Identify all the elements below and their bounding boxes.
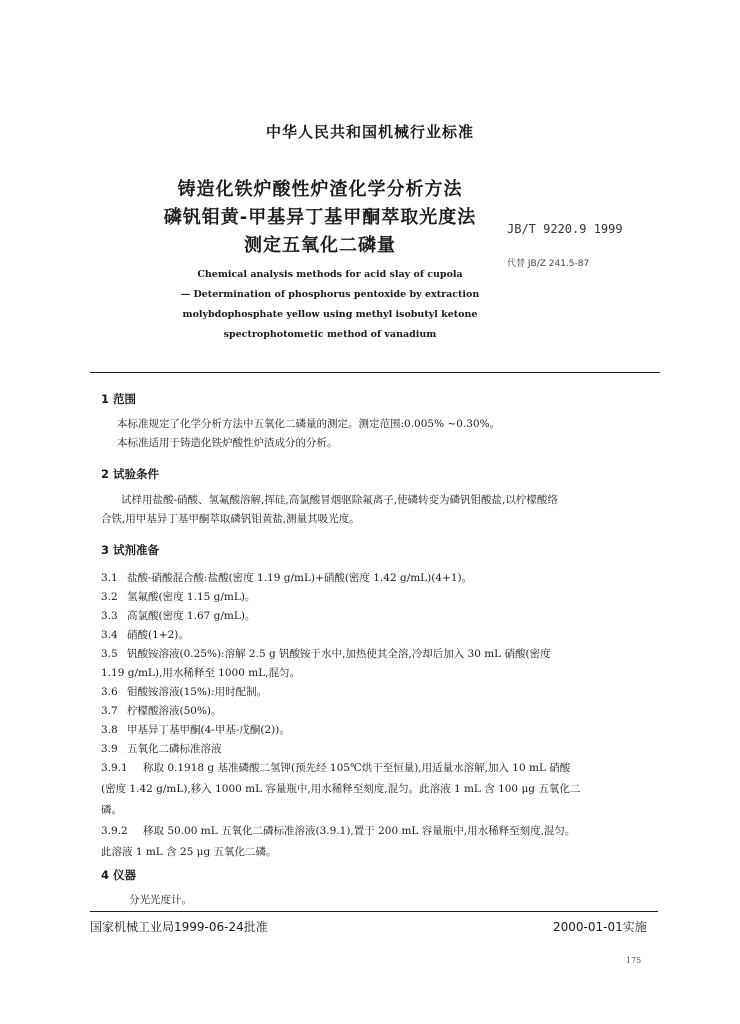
approval-date: 国家机械工业局1999-06-24批准 xyxy=(90,920,268,934)
replaces-note: 代替 JB/Z 241.5-87 xyxy=(507,259,590,269)
section-4-heading: 4 仪器 xyxy=(101,868,137,882)
sub-item-continuation: 此溶液 1 mL 含 25 μg 五氧化二磷。 xyxy=(101,846,277,858)
standard-category-header: 中华人民共和国机械行业标准 xyxy=(265,123,474,141)
list-item: 3.8 甲基异丁基甲酮(4-甲基-戊酮(2))。 xyxy=(101,724,290,736)
section-1-line-2: 本标准适用于铸造化铁炉酸性炉渣成分的分析。 xyxy=(117,437,338,449)
section-2-line-1: 试样用盐酸-硝酸、氢氟酸溶解,挥硅,高氯酸冒烟驱除氟离子,使磷转变为磷钒钼酸盐,以柠檬酸络 xyxy=(121,494,558,506)
title-line-2: 磷钒钼黄-甲基异丁基甲酮萃取光度法 xyxy=(163,207,477,228)
section-1-paragraph xyxy=(117,415,657,453)
section-3-subitems xyxy=(101,758,657,863)
section-1-heading: 1 范围 xyxy=(101,392,137,406)
list-item: 3.4 硝酸(1+2)。 xyxy=(101,629,189,641)
page-number: 175 xyxy=(626,956,642,965)
list-item: 3.1 盐酸-硝酸混合酸:盐酸(密度 1.19 g/mL)+硝酸(密度 1.42 g/mL)(4+1)。 xyxy=(101,572,473,584)
section-1-line-1: 本标准规定了化学分析方法中五氧化二磷量的测定。测定范围:0.005% ~0.30%。 xyxy=(117,418,501,430)
section-2-line-2: 合铁,用甲基异丁基甲酮萃取磷钒钼黄盐,测量其吸光度。 xyxy=(101,513,360,525)
sub-item-continuation: (密度 1.42 g/mL),移入 1000 mL 容量瓶中,用水稀释至刻度,混匀。此溶液 1 mL 含 100 μg 五氧化二 xyxy=(101,783,581,795)
list-item-continuation: 1.19 g/mL),用水稀释至 1000 mL,混匀。 xyxy=(101,667,301,679)
effective-date: 2000-01-01实施 xyxy=(553,920,647,934)
section-4-line-1: 分光光度计。 xyxy=(129,894,192,906)
list-item: 3.9 五氧化二磷标准溶液 xyxy=(101,743,222,755)
list-item: 3.5 钒酸铵溶液(0.25%):溶解 2.5 g 钒酸铵于水中,加热使其全溶,冷却后加入 30 mL 硝酸(密度 xyxy=(101,648,551,660)
english-title-line-1: Chemical analysis methods for acid slay of cupola xyxy=(197,269,463,280)
standard-code: JB/T 9220.9 1999 xyxy=(507,222,623,236)
sub-item: 3.9.1 称取 0.1918 g 基准磷酸二氢钾(预先经 105℃烘干至恒量),用适量水溶解,加入 10 mL 硝酸 xyxy=(101,762,571,774)
section-3-items xyxy=(101,569,657,759)
footer-divider xyxy=(90,911,658,912)
sub-item: 3.9.2 移取 50.00 mL 五氧化二磷标准溶液(3.9.1),置于 200 mL 容量瓶中,用水稀释至刻度,混匀。 xyxy=(101,825,576,837)
list-item: 3.3 高氯酸(密度 1.67 g/mL)。 xyxy=(101,610,256,622)
list-item: 3.6 钼酸铵溶液(15%):用时配制。 xyxy=(101,686,268,698)
english-title-line-4: spectrophotometic method of vanadium xyxy=(223,329,437,340)
section-3-heading: 3 试剂准备 xyxy=(101,543,160,557)
section-2-heading: 2 试验条件 xyxy=(101,467,160,481)
list-item: 3.7 柠檬酸溶液(50%)。 xyxy=(101,705,222,717)
english-title-line-2: — Determination of phosphorus pentoxide by extraction xyxy=(180,289,480,300)
english-title-line-3: molybdophosphate yellow using methyl isobutyl ketone xyxy=(182,309,478,320)
title-line-3: 测定五氧化二磷量 xyxy=(244,235,396,256)
sub-item-continuation: 磷。 xyxy=(101,804,122,816)
section-2-paragraph xyxy=(101,491,657,529)
title-line-1: 铸造化铁炉酸性炉渣化学分析方法 xyxy=(177,179,463,200)
header-divider xyxy=(90,372,660,373)
list-item: 3.2 氢氟酸(密度 1.15 g/mL)。 xyxy=(101,591,256,603)
